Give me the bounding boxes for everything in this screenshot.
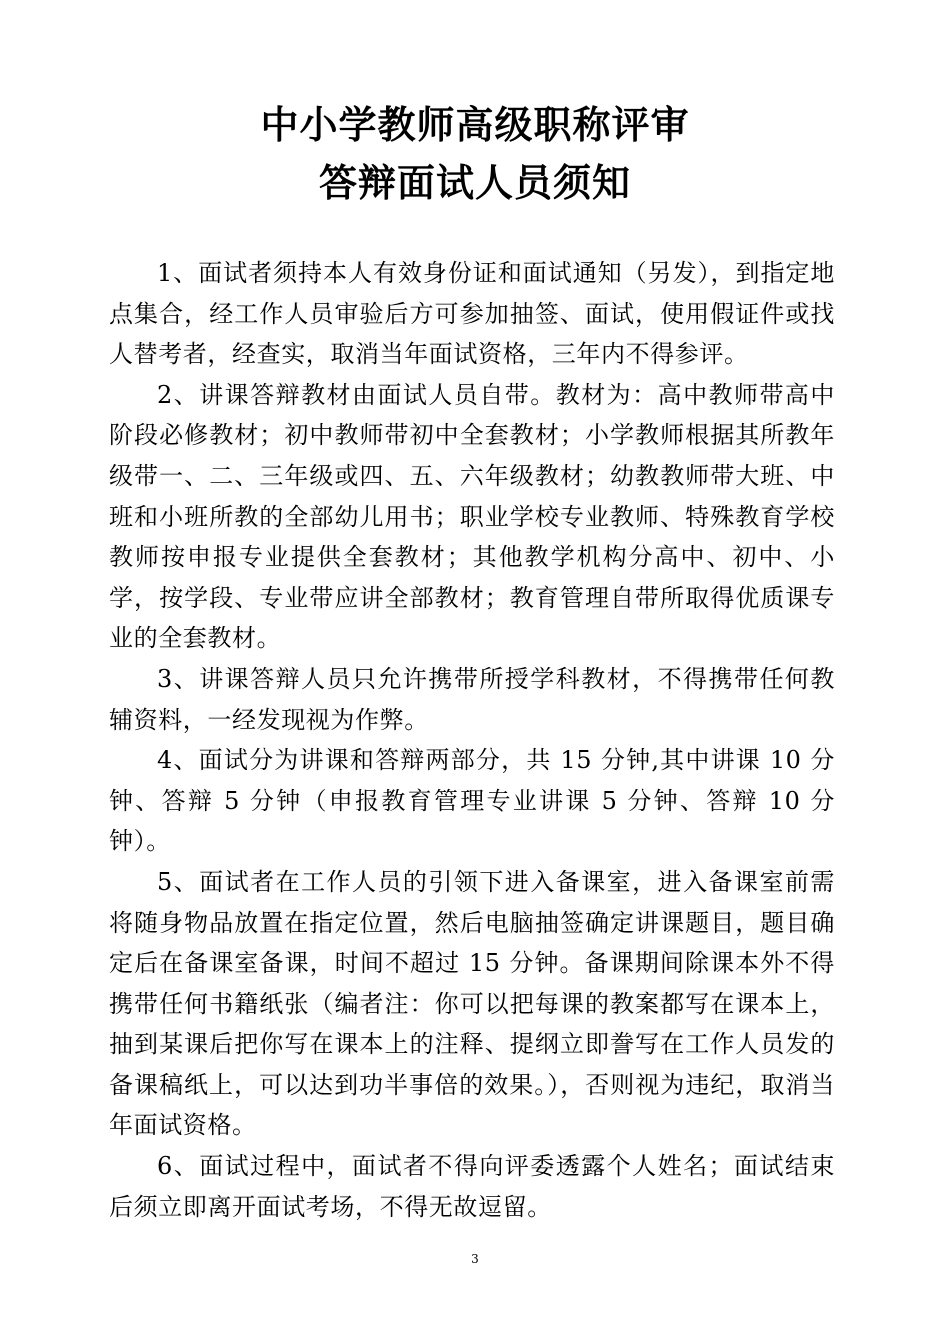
document-title — [0, 96, 950, 212]
page-number: 3 — [471, 1252, 479, 1266]
title-line-1: 中小学教师高级职称评审 — [260, 103, 690, 147]
paragraph-4: 4、面试分为讲课和答辩两部分，共 15 分钟,其中讲课 10 分钟、答辩 5 分钟（申报教育管理专业讲课 5 分钟、答辩 10 分钟）。 — [109, 746, 835, 856]
paragraph-2: 2、讲课答辩教材由面试人员自带。教材为：高中教师带高中阶段必修教材；初中教师带初中全套教材；小学教师根据其所教年级带一、二、三年级或四、五、六年级教材；幼教教师带大班、中班和小班所教的全部幼儿用书；职业学校专业教师、特殊教育学校教师按申报专业提供全套教材；其他教学机构分高中、初中、小学，按学段、专业带应讲全部教材；教育管理自带所取得优质课专业的全套教材。 — [109, 380, 835, 653]
notice-body — [109, 253, 835, 1227]
paragraph-1: 1、面试者须持本人有效身份证和面试通知（另发），到指定地点集合，经工作人员审验后方可参加抽签、面试，使用假证件或找人替考者，经查实，取消当年面试资格，三年内不得参评。 — [109, 259, 835, 369]
paragraph-6: 6、面试过程中，面试者不得向评委透露个人姓名；面试结束后须立即离开面试考场，不得无故逗留。 — [109, 1152, 835, 1221]
paragraph-3: 3、讲课答辩人员只允许携带所授学科教材，不得携带任何教辅资料，一经发现视为作弊。 — [109, 664, 835, 734]
title-line-2: 答辩面试人员须知 — [318, 161, 631, 205]
paragraph-5: 5、面试者在工作人员的引领下进入备课室，进入备课室前需将随身物品放置在指定位置，然后电脑抽签确定讲课题目，题目确定后在备课室备课，时间不超过 15 分钟。备课期间除课本外不得携带任何书籍纸张（编者注：你可以把每课的教案都写在课本上，抽到某课后把你写在课本上的注释、提纲立即誊写在工作人员发的备课稿纸上，可以达到功半事倍的效果。），否则视为违纪，取消当年面试资格。 — [109, 867, 835, 1140]
